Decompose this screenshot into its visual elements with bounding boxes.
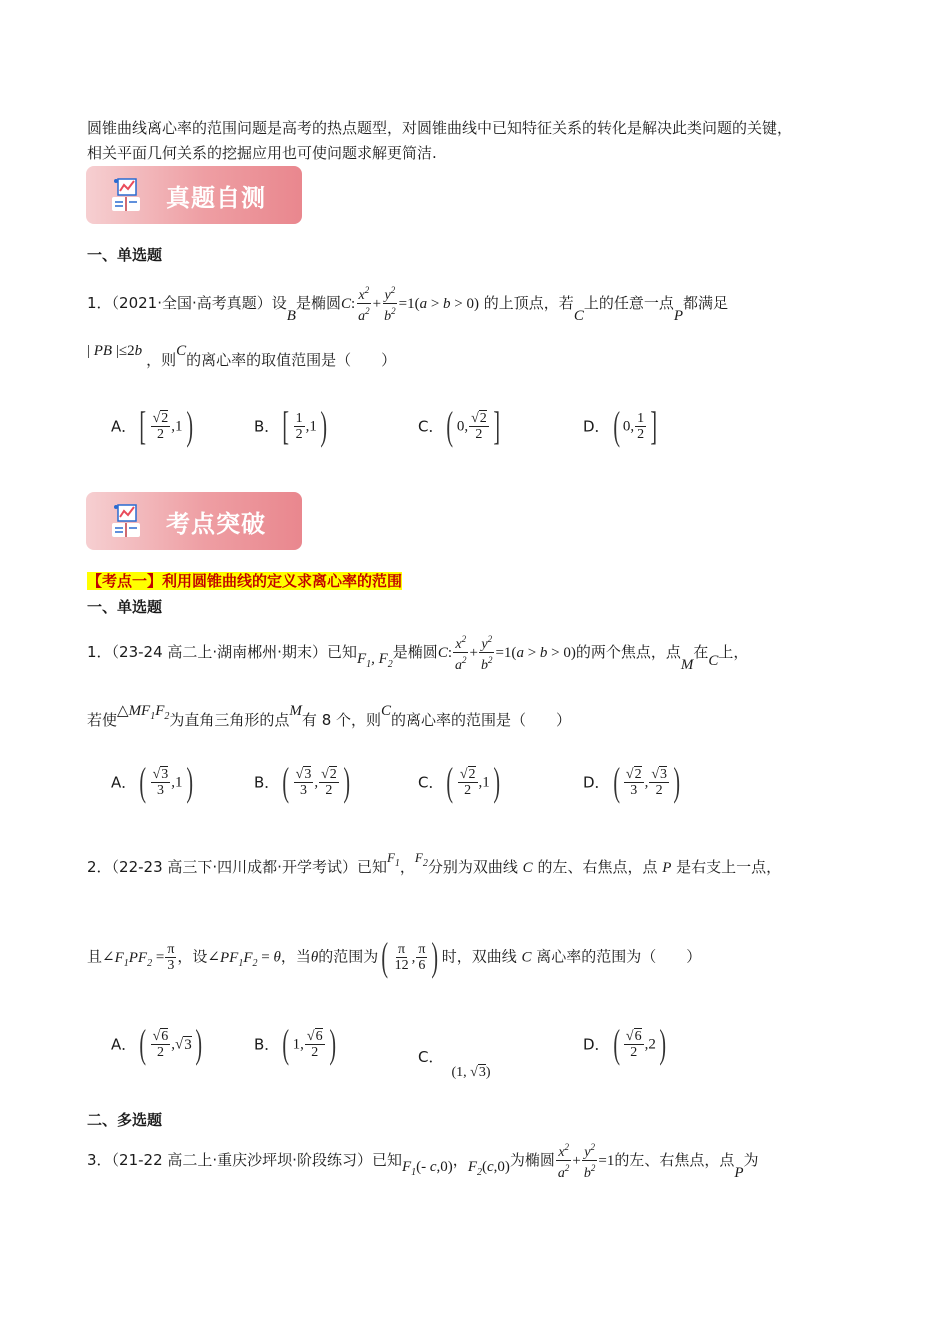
question-2: 2．（22-23 高三下·四川成都·开学考试）已知$F_1$，$F_2$分别为双曲线 C 的左、右焦点，点 P 是右支上一点，: [87, 850, 782, 876]
option-b[interactable]: B．( $\frac{√3}{3}$ , $\frac{√2}{2}$ ): [254, 759, 350, 804]
option-a[interactable]: A．( $\frac{√3}{3}$ ,1): [111, 759, 193, 804]
banner-title: 真题自测: [166, 184, 266, 212]
intro-line-2: 相关平面几何关系的挖掘应用也可使问题求解更简洁.: [87, 144, 437, 162]
option-a[interactable]: A．( $\frac{√6}{2}$ ,√3): [111, 1021, 202, 1066]
question-1: 1．（23-24 高二上·湖南郴州·期末）已知$F_1$, $F_2$是椭圆C: $\frac{x^2}{a^2}$ + $\frac{y^2}{b^2}$ =1(a > b > 0)的两个焦点，点M在C上，: [87, 634, 749, 673]
question-2021: 1．（2021·全国·高考真题）设B是椭圆C: $\frac{x^2}{a^2}$ + $\frac{y^2}{b^2}$ =1(a > b > 0) 的上顶点，若C上的任意一点P都满足: [87, 285, 729, 324]
option-b[interactable]: B．( 1, $\frac{√6}{2}$ ): [254, 1021, 336, 1066]
question-source: （2021·全国·高考真题）设: [111, 294, 287, 312]
intro-line-1: 圆锥曲线离心率的范围问题是高考的热点题型，对圆锥曲线中已知特征关系的转化是解决此类问题的关键，: [87, 119, 793, 137]
option-d[interactable]: D．( $\frac{√6}{2}$ ,2): [583, 1021, 666, 1066]
section-multi-choice: 二、多选题: [87, 1111, 163, 1129]
topic-heading: 【考点一】利用圆锥曲线的定义求离心率的范围: [87, 572, 403, 590]
book-chart-icon: [108, 175, 144, 215]
option-c[interactable]: C．( $\frac{√2}{2}$ ,1): [418, 759, 500, 804]
option-d[interactable]: D．( $\frac{√2}{3}$ , $\frac{√3}{2}$ ): [583, 759, 681, 804]
option-b[interactable]: B．[ $\frac{1}{2}$ ,1): [254, 403, 327, 448]
banner-real-exam: [86, 166, 302, 224]
section-single-choice: 一、单选题: [87, 246, 163, 264]
banner-key-points: [86, 492, 302, 550]
option-a[interactable]: A．[ $\frac{√2}{2}$ ,1): [111, 403, 193, 448]
question-1-line2: 若使$\triangle MF_1F_2$为直角三角形的点M有 8 个，则C的离心率的范围是（ ）: [87, 703, 572, 729]
banner-title: 考点突破: [166, 510, 266, 538]
option-c[interactable]: C．( 0, $\frac{√2}{2}$ ]: [418, 403, 500, 448]
book-chart-icon: [108, 501, 144, 541]
question-2-line2: 且$\angle F_1PF_2$ = $\frac{\pi}{3}$ ，设$\angle PF_1F_2 = \theta$，当θ的范围为( $\frac{\pi}{12}$ , $\frac{\pi}{6}$ ) 时，双曲线 C 离心率的范围为（ ）: [87, 934, 702, 979]
option-c[interactable]: C．(1, √3): [418, 1048, 491, 1080]
question-number: 1．: [87, 294, 112, 312]
question-2021-line2: | PB |≤2b ，则C的离心率的取值范围是（ ）: [87, 343, 397, 369]
question-3: 3．（21-22 高二上·重庆沙坪坝·阶段练习）已知$F_1(-$ c,0)，$F_2(c,0)$为椭圆 $\frac{x^2}{a^2}$ + $\frac{y^2}{b^2}$ =1的左、右焦点，点P为: [87, 1142, 759, 1181]
option-d[interactable]: D．( 0, $\frac{1}{2}$ ]: [583, 403, 658, 448]
section-single-choice-2: 一、单选题: [87, 598, 163, 616]
